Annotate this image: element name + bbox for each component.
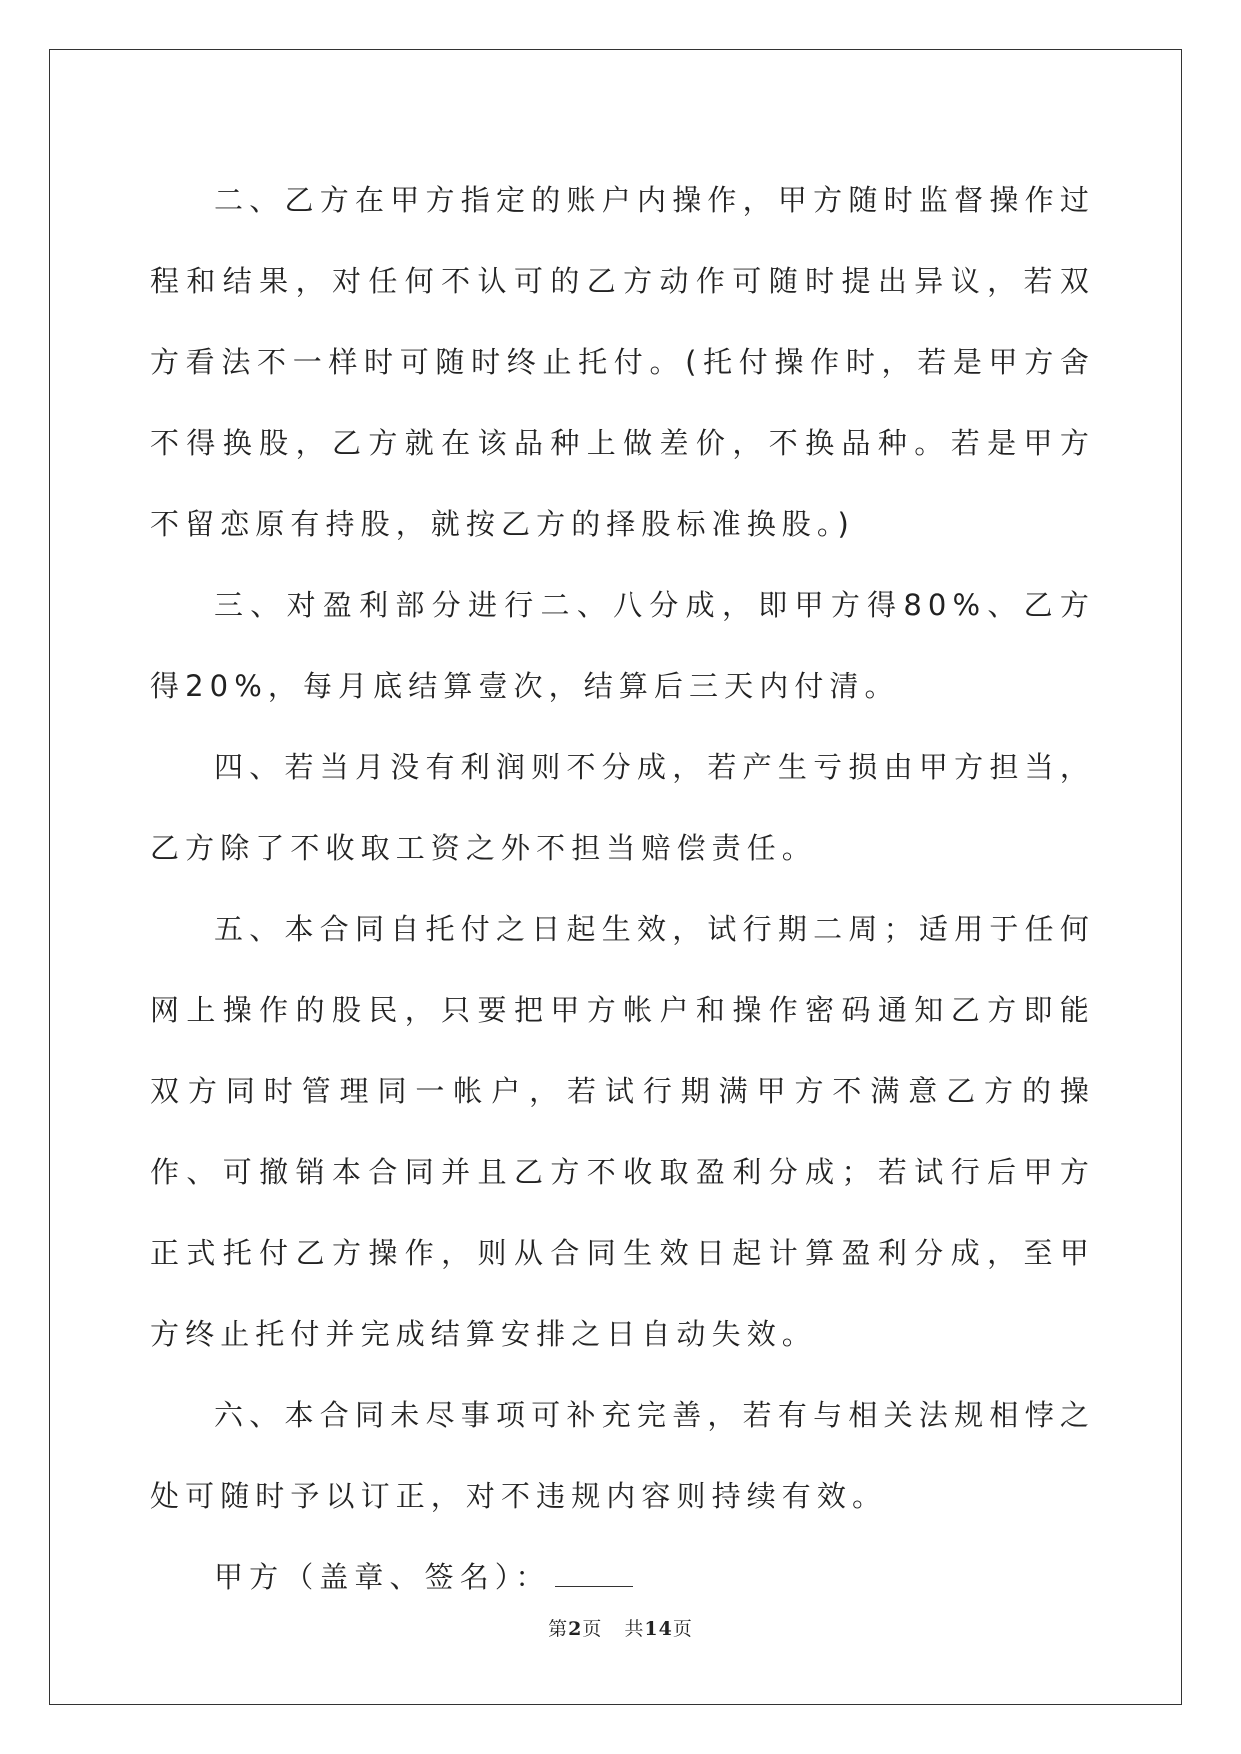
page-footer	[0, 1614, 1241, 1641]
total-page-number: 14	[644, 1618, 673, 1640]
total-unit: 页	[672, 1618, 693, 1640]
clause-three: 三、对盈利部分进行二、八分成，即甲方得80%、乙方得20%，每月底结算壹次，结算后三天内付清。	[150, 588, 1095, 703]
current-page-number: 2	[568, 1618, 583, 1640]
clause-two: 二、乙方在甲方指定的账户内操作，甲方随时监督操作过程和结果，对任何不认可的乙方动作可随时提出异议，若双方看法不一样时可随时终止托付。(托付操作时，若是甲方舍不得换股，乙方就在该品种上做差价，不换品种。若是甲方不留恋原有持股，就按乙方的择股标准换股。)	[150, 183, 1095, 541]
page-prefix: 第	[548, 1618, 569, 1640]
clause-five: 五、本合同自托付之日起生效，试行期二周；适用于任何网上操作的股民，只要把甲方帐户和操作密码通知乙方即能双方同时管理同一帐户，若试行期满甲方不满意乙方的操作、可撤销本合同并且乙方不收取盈利分成；若试行后甲方正式托付乙方操作，则从合同生效日起计算盈利分成，至甲方终止托付并完成结算安排之日自动失效。	[150, 912, 1095, 1351]
clause-four: 四、若当月没有利润则不分成，若产生亏损由甲方担当，乙方除了不收取工资之外不担当赔偿责任。	[150, 750, 1095, 865]
page-unit: 页	[582, 1618, 603, 1640]
total-prefix: 共	[624, 1618, 645, 1640]
party-a-signature-label: 甲方（盖章、签名）：	[214, 1560, 551, 1594]
document-body	[150, 160, 1095, 1618]
signature-blank	[555, 1585, 633, 1587]
party-a-signature-line	[150, 1537, 1095, 1618]
clause-six: 六、本合同未尽事项可补充完善，若有与相关法规相悖之处可随时予以订正，对不违规内容则持续有效。	[150, 1398, 1095, 1513]
